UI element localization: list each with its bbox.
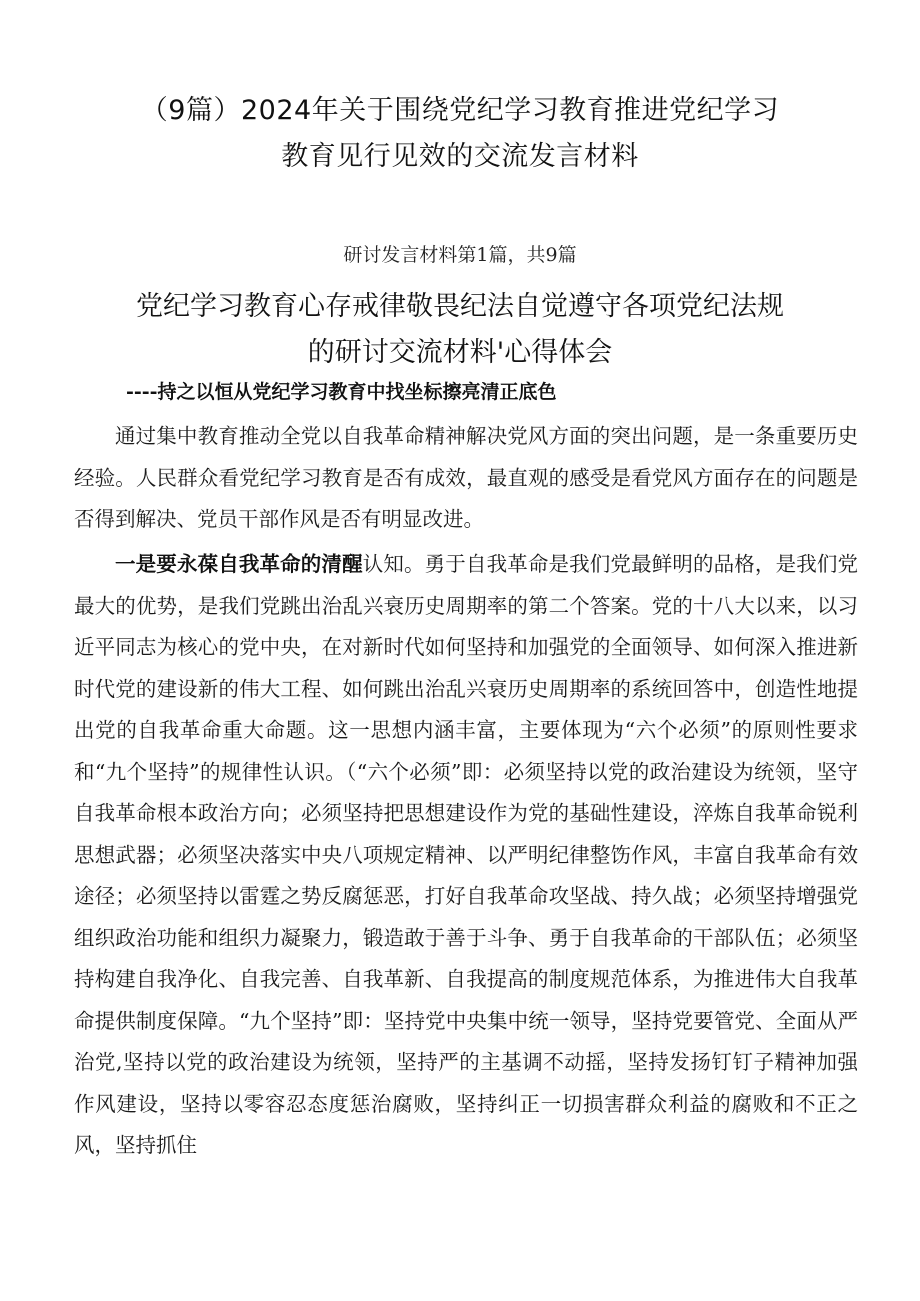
document-title [0,88,920,180]
document-title-line-2: 教育见行见效的交流发言材料 [281,141,639,172]
paragraph-self-revolution [74,544,858,1167]
paragraph-lead-heading: 一是要永葆自我革命的清醒 [115,552,363,576]
paragraph-intro: 通过集中教育推动全党以自我革命精神解决党风方面的突出问题，是一条重要历史经验。人民群众看党纪学习教育是否有成效，最直观的感受是看党风方面存在的问题是否得到解决、党员干部作风是否有明显改进。 [74,424,858,531]
document-title-line-1: （9篇）2024年关于围绕党纪学习教育推进党纪学习 [140,95,780,126]
paragraph-body-text: 认知。勇于自我革命是我们党最鲜明的品格，是我们党最大的优势，是我们党跳出治乱兴衰历史周期率的第二个答案。党的十八大以来，以习近平同志为核心的党中央，在对新时代如何坚持和加强党的全面领导、如何深入推进新时代党的建设新的伟大工程、如何跳出治乱兴衰历史周期率的系统回答中，创造性地提出党的自我革命重大命题。这一思想内涵丰富，主要体现为“六个必须”的原则性要求和“九个坚持”的规律性认识。（“六个必须”即：必须坚持以党的政治建设为统领，坚守自我革命根本政治方向；必须坚持把思想建设作为党的基础性建设，淬炼自我革命锐利思想武器；必须坚决落实中央八项规定精神、以严明纪律整饬作风，丰富自我革命有效途径；必须坚持以雷霆之势反腐惩恶，打好自我革命攻坚战、持久战；必须坚持增强党组织政治功能和组织力凝聚力，锻造敢于善于斗争、勇于自我革命的干部队伍；必须坚持构建自我净化、自我完善、自我革新、自我提高的制度规范体系，为推进伟大自我革命提供制度保障。“九个坚持”即：坚持党中央集中统一领导，坚持党要管党、全面从严治党,坚持以党的政治建设为统领，坚持严的主基调不动摇，坚持发扬钉钉子精神加强作风建设，坚持以零容忍态度惩治腐败，坚持纠正一切损害群众利益的腐败和不正之风，坚持抓住 [74,552,859,1157]
article-title-line-1: 党纪学习教育心存戒律敬畏纪法自觉遵守各项党纪法规 [136,291,784,322]
article-subtitle: ----持之以恒从党纪学习教育中找坐标擦亮清正底色 [126,381,557,403]
part-label: 研讨发言材料第1篇，共9篇 [343,244,577,266]
article-title [0,284,920,376]
article-title-line-2: 的研讨交流材料'心得体会 [307,337,613,368]
